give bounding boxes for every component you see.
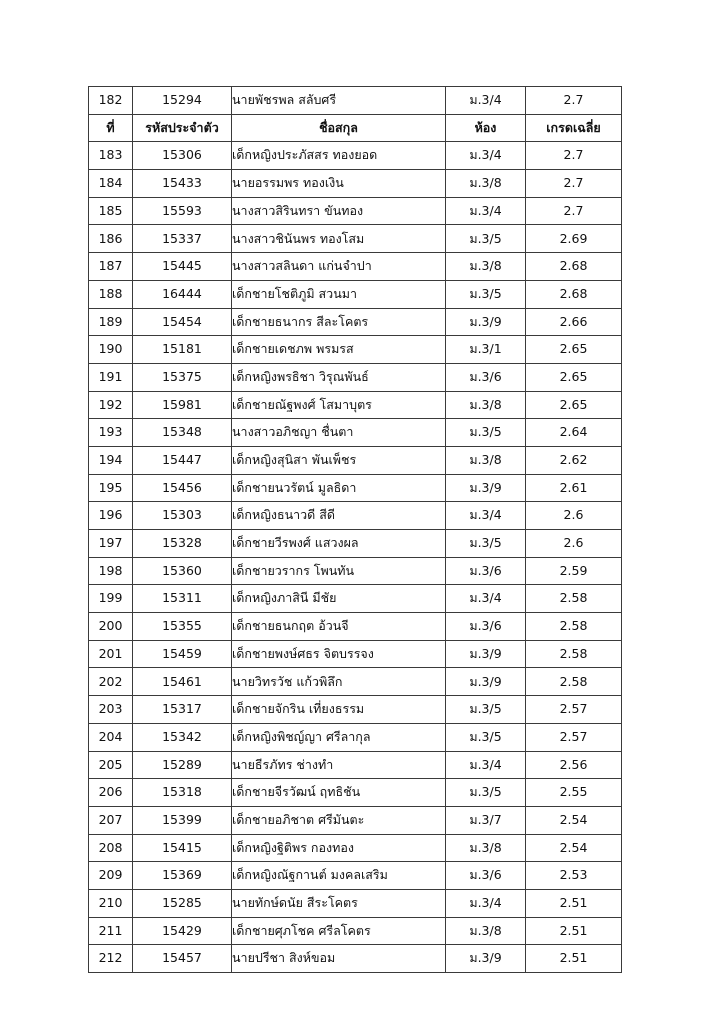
row-number: 197 <box>89 530 133 558</box>
student-name: เด็กชายวีรพงศ์ แสวงผล <box>232 530 446 558</box>
student-id: 15461 <box>133 668 232 696</box>
table-row <box>89 170 622 198</box>
grade-average: 2.51 <box>526 917 622 945</box>
student-id: 15433 <box>133 170 232 198</box>
classroom: ม.3/8 <box>446 917 526 945</box>
grade-average: 2.7 <box>526 142 622 170</box>
table-row <box>89 308 622 336</box>
table-row <box>89 640 622 668</box>
table-row <box>89 945 622 973</box>
student-name: นางสาวชินันพร ทองโสม <box>232 225 446 253</box>
grade-average: 2.59 <box>526 557 622 585</box>
header-gpa: เกรดเฉลี่ย <box>526 114 622 142</box>
student-id: 15317 <box>133 696 232 724</box>
table-row <box>89 806 622 834</box>
grade-average: 2.57 <box>526 723 622 751</box>
student-name: เด็กชายโชติภูมิ สวนมา <box>232 280 446 308</box>
student-name: เด็กชายเดชภพ พรมรส <box>232 336 446 364</box>
student-id: 15311 <box>133 585 232 613</box>
row-number: 182 <box>89 87 133 115</box>
row-number: 211 <box>89 917 133 945</box>
classroom: ม.3/6 <box>446 613 526 641</box>
row-number: 203 <box>89 696 133 724</box>
classroom: ม.3/4 <box>446 585 526 613</box>
row-number: 187 <box>89 253 133 281</box>
student-id: 15306 <box>133 142 232 170</box>
classroom: ม.3/5 <box>446 419 526 447</box>
table-row <box>89 696 622 724</box>
classroom: ม.3/4 <box>446 889 526 917</box>
student-name: นางสาวสลินดา แก่นจำปา <box>232 253 446 281</box>
table-row <box>89 834 622 862</box>
student-id: 15981 <box>133 391 232 419</box>
table-row <box>89 530 622 558</box>
row-number: 206 <box>89 779 133 807</box>
student-id: 15415 <box>133 834 232 862</box>
table-body <box>89 87 622 973</box>
student-id: 15289 <box>133 751 232 779</box>
table-row <box>89 280 622 308</box>
header-room: ห้อง <box>446 114 526 142</box>
grade-average: 2.66 <box>526 308 622 336</box>
classroom: ม.3/4 <box>446 502 526 530</box>
row-number: 188 <box>89 280 133 308</box>
student-name: นายปรีชา สิงห์ขอม <box>232 945 446 973</box>
table-row <box>89 391 622 419</box>
classroom: ม.3/4 <box>446 751 526 779</box>
classroom: ม.3/7 <box>446 806 526 834</box>
row-number: 210 <box>89 889 133 917</box>
student-name: นายธีรภัทร ช่างทำ <box>232 751 446 779</box>
row-number: 185 <box>89 197 133 225</box>
student-name: เด็กชายอภิชาต ศรีมันตะ <box>232 806 446 834</box>
student-name: เด็กชายพงษ์ศธร จิตบรรจง <box>232 640 446 668</box>
grade-average: 2.58 <box>526 668 622 696</box>
classroom: ม.3/5 <box>446 280 526 308</box>
grade-average: 2.65 <box>526 391 622 419</box>
grade-average: 2.6 <box>526 502 622 530</box>
table-row <box>89 446 622 474</box>
classroom: ม.3/6 <box>446 862 526 890</box>
grade-average: 2.53 <box>526 862 622 890</box>
student-id: 15360 <box>133 557 232 585</box>
table-row <box>89 142 622 170</box>
grade-average: 2.69 <box>526 225 622 253</box>
classroom: ม.3/9 <box>446 640 526 668</box>
table-row <box>89 474 622 502</box>
student-id: 15429 <box>133 917 232 945</box>
student-id: 15337 <box>133 225 232 253</box>
table-row <box>89 419 622 447</box>
header-number: ที่ <box>89 114 133 142</box>
student-name: นายทักษ์ดนัย สีระโคตร <box>232 889 446 917</box>
student-name: เด็กชายจีรวัฒน์ ฤทธิชัน <box>232 779 446 807</box>
classroom: ม.3/9 <box>446 308 526 336</box>
student-id: 15375 <box>133 363 232 391</box>
grade-average: 2.58 <box>526 640 622 668</box>
student-id: 15348 <box>133 419 232 447</box>
classroom: ม.3/8 <box>446 446 526 474</box>
classroom: ม.3/6 <box>446 557 526 585</box>
student-name: เด็กชายณัฐพงศ์ โสมาบุตร <box>232 391 446 419</box>
student-name: เด็กชายศุภโชค ศรีลโคตร <box>232 917 446 945</box>
student-name: เด็กชายธนกฤต อ้วนจี <box>232 613 446 641</box>
student-name: เด็กหญิงพิชญ์ญา ศรีลากุล <box>232 723 446 751</box>
student-id: 15457 <box>133 945 232 973</box>
classroom: ม.3/5 <box>446 696 526 724</box>
student-id: 15303 <box>133 502 232 530</box>
table-row <box>89 668 622 696</box>
row-number: 192 <box>89 391 133 419</box>
student-name: นางสาวสิรินทรา ขันทอง <box>232 197 446 225</box>
row-number: 202 <box>89 668 133 696</box>
row-number: 183 <box>89 142 133 170</box>
row-number: 189 <box>89 308 133 336</box>
classroom: ม.3/6 <box>446 363 526 391</box>
student-name: นายพัชรพล สลับศรี <box>232 87 446 115</box>
student-id: 15328 <box>133 530 232 558</box>
student-id: 15369 <box>133 862 232 890</box>
row-number: 184 <box>89 170 133 198</box>
row-number: 207 <box>89 806 133 834</box>
header-student-id: รหัสประจำตัว <box>133 114 232 142</box>
table-row <box>89 723 622 751</box>
grade-average: 2.54 <box>526 834 622 862</box>
table-row <box>89 862 622 890</box>
table-row <box>89 197 622 225</box>
grade-average: 2.7 <box>526 170 622 198</box>
student-id: 15459 <box>133 640 232 668</box>
grade-average: 2.68 <box>526 253 622 281</box>
student-id: 15294 <box>133 87 232 115</box>
table-row <box>89 779 622 807</box>
student-name: เด็กหญิงพรธิชา วิรุณพันธ์ <box>232 363 446 391</box>
grade-average: 2.58 <box>526 613 622 641</box>
student-name: เด็กหญิงฐิติพร กองทอง <box>232 834 446 862</box>
student-name: เด็กหญิงภาสินี มีชัย <box>232 585 446 613</box>
grade-average: 2.62 <box>526 446 622 474</box>
student-id: 15593 <box>133 197 232 225</box>
student-id: 15399 <box>133 806 232 834</box>
row-number: 195 <box>89 474 133 502</box>
student-name: เด็กชายธนากร สีละโคตร <box>232 308 446 336</box>
student-id: 15181 <box>133 336 232 364</box>
student-id: 15454 <box>133 308 232 336</box>
student-name: นางสาวอภิชญา ชื่นตา <box>232 419 446 447</box>
grade-average: 2.61 <box>526 474 622 502</box>
row-number: 190 <box>89 336 133 364</box>
student-id: 15355 <box>133 613 232 641</box>
grade-average: 2.51 <box>526 945 622 973</box>
classroom: ม.3/9 <box>446 474 526 502</box>
student-name: เด็กชายจักริน เที่ยงธรรม <box>232 696 446 724</box>
table-row <box>89 363 622 391</box>
classroom: ม.3/5 <box>446 530 526 558</box>
table-row <box>89 751 622 779</box>
student-name: เด็กหญิงประภัสสร ทองยอด <box>232 142 446 170</box>
table-row <box>89 225 622 253</box>
student-name: เด็กหญิงสุนิสา พันเพ็ชร <box>232 446 446 474</box>
row-number: 193 <box>89 419 133 447</box>
table-row <box>89 613 622 641</box>
classroom: ม.3/8 <box>446 170 526 198</box>
table-row <box>89 557 622 585</box>
student-grade-list <box>88 86 617 973</box>
row-number: 200 <box>89 613 133 641</box>
row-number: 209 <box>89 862 133 890</box>
row-number: 208 <box>89 834 133 862</box>
student-name: นายวิทรวัช แก้วพิลึก <box>232 668 446 696</box>
classroom: ม.3/9 <box>446 945 526 973</box>
row-number: 204 <box>89 723 133 751</box>
row-number: 201 <box>89 640 133 668</box>
student-id: 15445 <box>133 253 232 281</box>
table-row <box>89 336 622 364</box>
classroom: ม.3/4 <box>446 87 526 115</box>
row-number: 199 <box>89 585 133 613</box>
grade-average: 2.7 <box>526 87 622 115</box>
student-name: เด็กหญิงณัฐกานต์ มงคลเสริม <box>232 862 446 890</box>
grade-average: 2.68 <box>526 280 622 308</box>
student-id: 15456 <box>133 474 232 502</box>
grade-table <box>88 86 622 973</box>
student-name: เด็กชายวรากร โพนทัน <box>232 557 446 585</box>
row-number: 198 <box>89 557 133 585</box>
student-id: 15285 <box>133 889 232 917</box>
header-name: ชื่อสกุล <box>232 114 446 142</box>
table-row <box>89 87 622 115</box>
classroom: ม.3/1 <box>446 336 526 364</box>
grade-average: 2.6 <box>526 530 622 558</box>
grade-average: 2.55 <box>526 779 622 807</box>
student-id: 16444 <box>133 280 232 308</box>
student-id: 15447 <box>133 446 232 474</box>
grade-average: 2.65 <box>526 363 622 391</box>
row-number: 194 <box>89 446 133 474</box>
table-row <box>89 889 622 917</box>
grade-average: 2.64 <box>526 419 622 447</box>
row-number: 191 <box>89 363 133 391</box>
classroom: ม.3/8 <box>446 391 526 419</box>
student-name: เด็กหญิงธนาวดี สีดี <box>232 502 446 530</box>
row-number: 186 <box>89 225 133 253</box>
classroom: ม.3/4 <box>446 197 526 225</box>
table-row <box>89 253 622 281</box>
grade-average: 2.65 <box>526 336 622 364</box>
grade-average: 2.57 <box>526 696 622 724</box>
classroom: ม.3/5 <box>446 779 526 807</box>
grade-average: 2.54 <box>526 806 622 834</box>
classroom: ม.3/5 <box>446 225 526 253</box>
classroom: ม.3/8 <box>446 834 526 862</box>
table-row <box>89 917 622 945</box>
classroom: ม.3/9 <box>446 668 526 696</box>
classroom: ม.3/8 <box>446 253 526 281</box>
classroom: ม.3/5 <box>446 723 526 751</box>
row-number: 196 <box>89 502 133 530</box>
grade-average: 2.56 <box>526 751 622 779</box>
table-row <box>89 585 622 613</box>
row-number: 212 <box>89 945 133 973</box>
grade-average: 2.7 <box>526 197 622 225</box>
grade-average: 2.58 <box>526 585 622 613</box>
student-id: 15318 <box>133 779 232 807</box>
table-row <box>89 502 622 530</box>
student-id: 15342 <box>133 723 232 751</box>
table-header-row <box>89 114 622 142</box>
row-number: 205 <box>89 751 133 779</box>
student-name: นายอรรมพร ทองเงิน <box>232 170 446 198</box>
grade-average: 2.51 <box>526 889 622 917</box>
student-name: เด็กชายนวรัตน์ มูลธิดา <box>232 474 446 502</box>
classroom: ม.3/4 <box>446 142 526 170</box>
